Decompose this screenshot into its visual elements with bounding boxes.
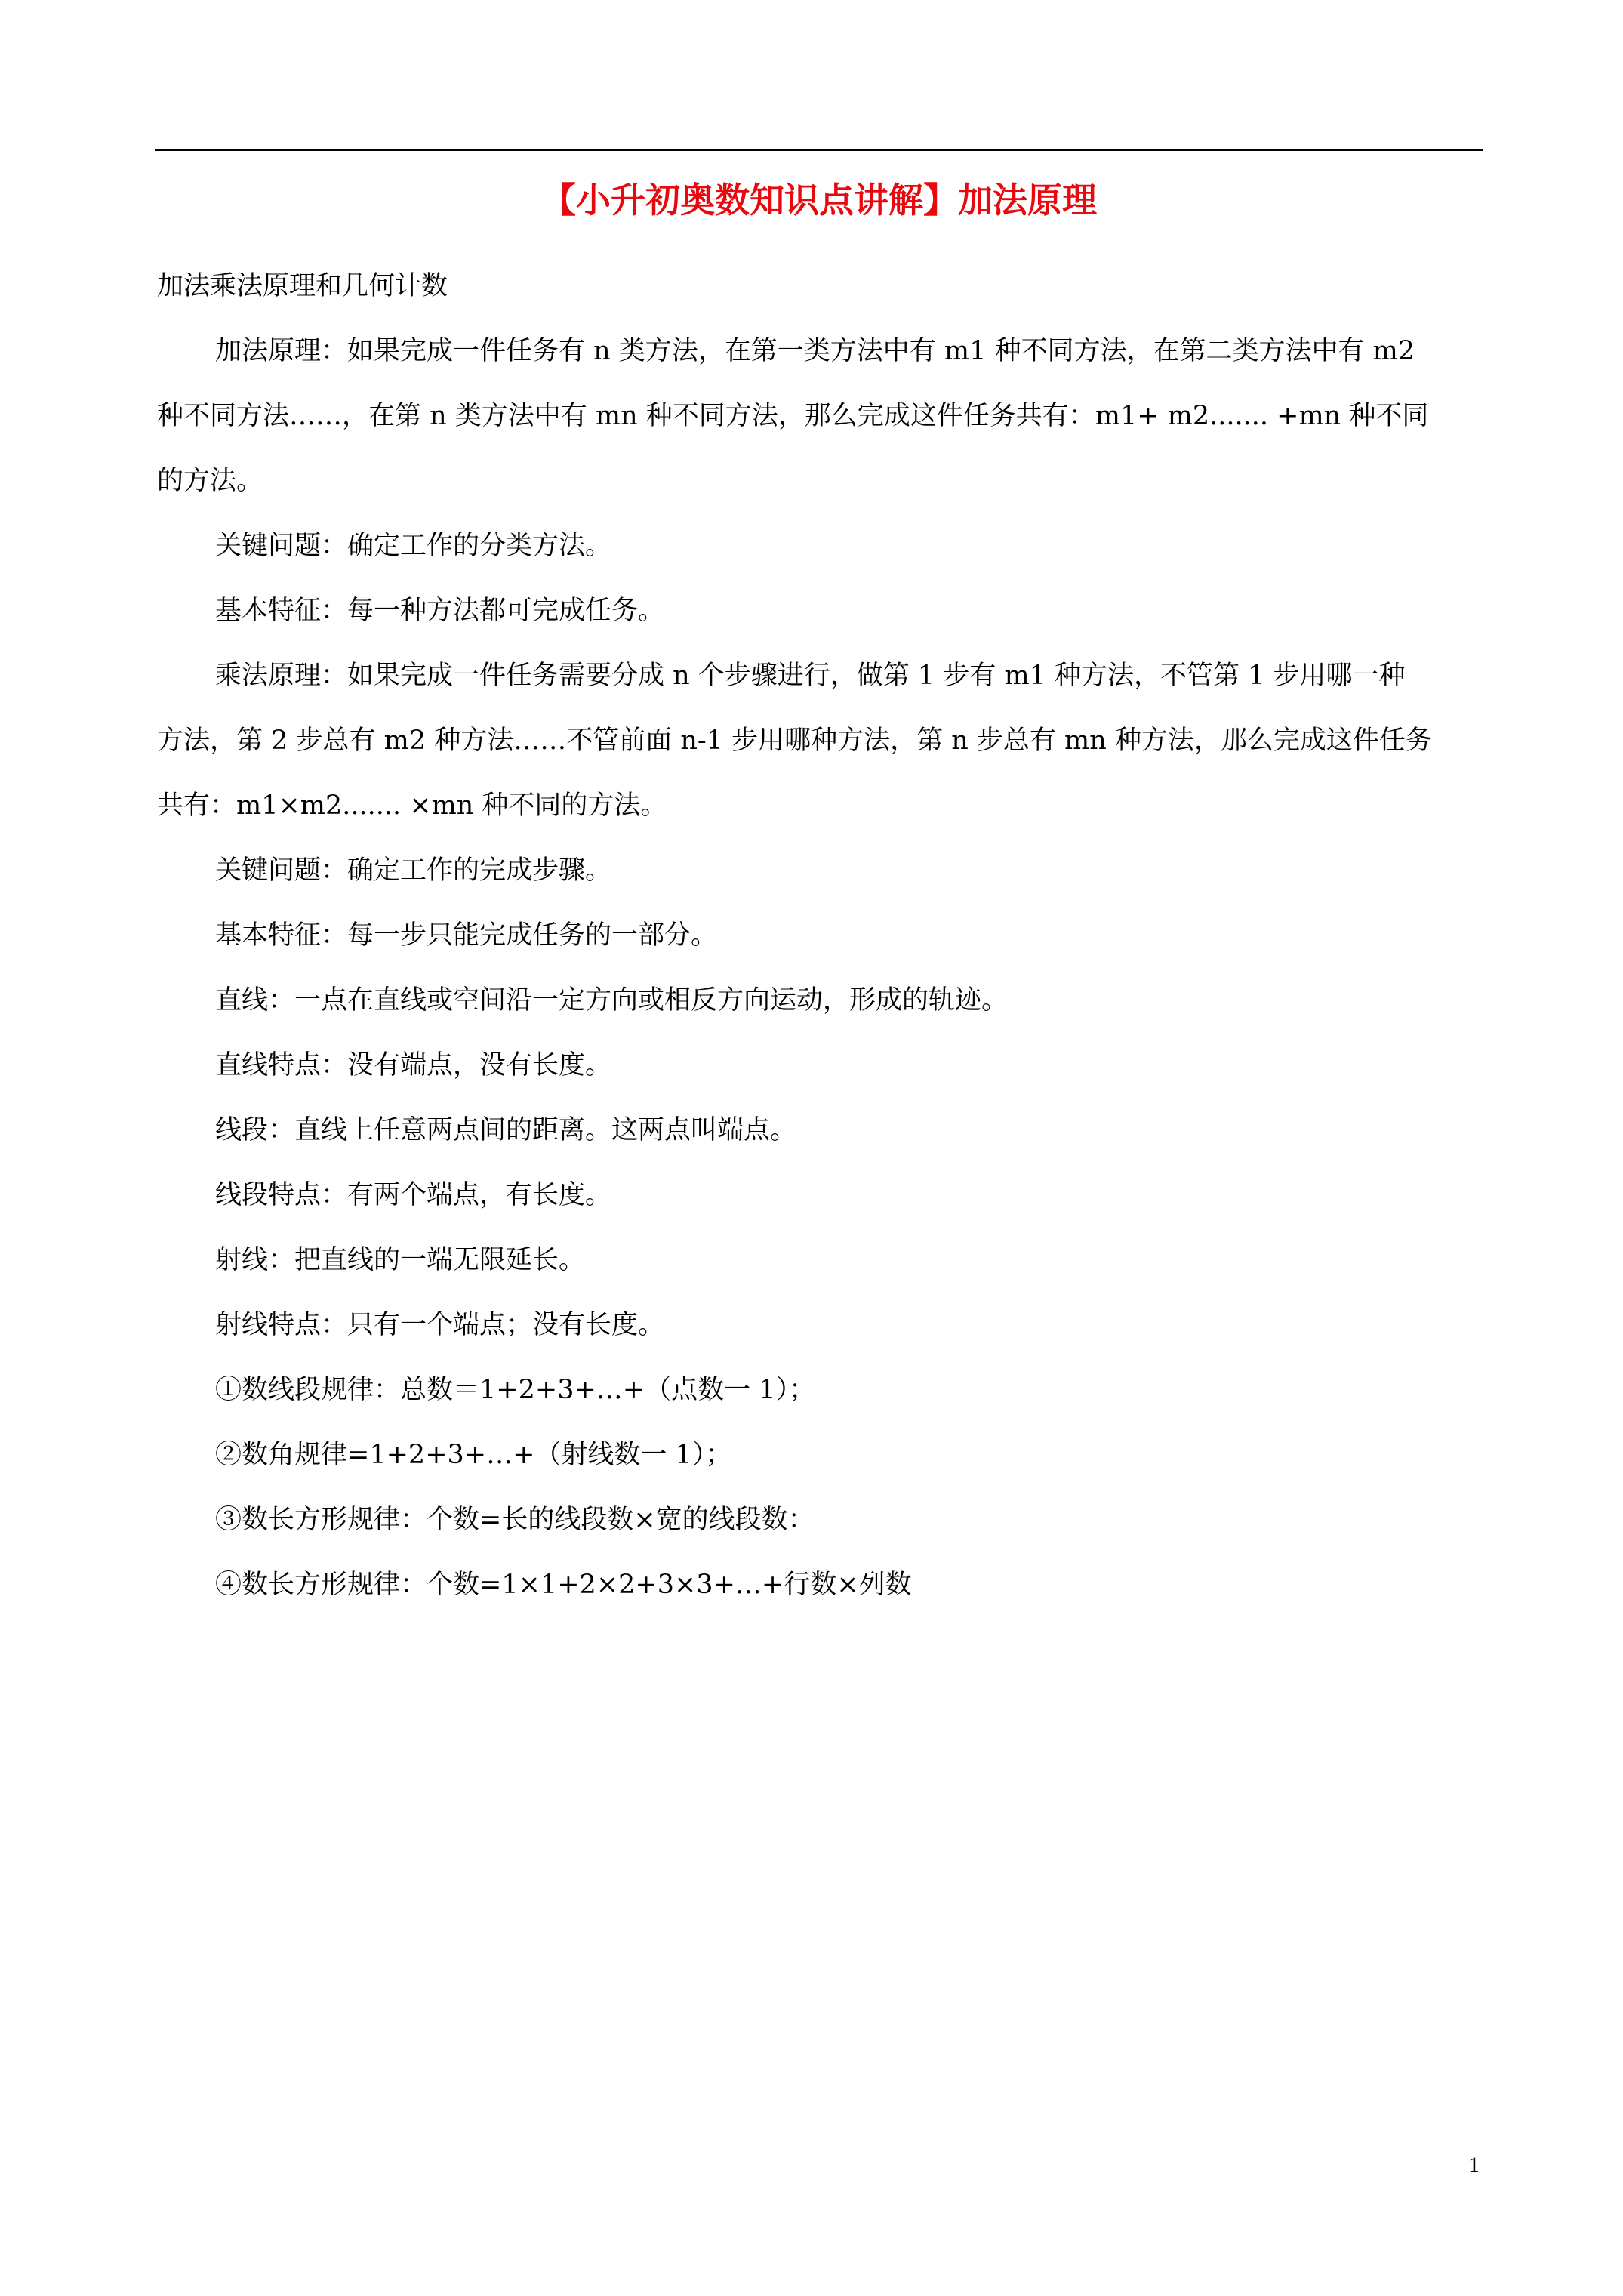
rule-item-3: ③数长方形规律：个数=长的线段数×宽的线段数：	[215, 1505, 815, 1535]
rule-item-1: ①数线段规律：总数＝1+2+3+…+（点数一 1）；	[215, 1375, 816, 1405]
paragraph-line: 射线特点：只有一个端点；没有长度。	[215, 1310, 665, 1340]
paragraph-line: 关键问题：确定工作的分类方法。	[215, 531, 612, 561]
paragraph-line: 线段：直线上任意两点间的距离。这两点叫端点。	[215, 1115, 797, 1145]
header-rule	[155, 149, 1483, 151]
document-body	[157, 254, 1492, 1617]
paragraph-line: 的方法。	[157, 466, 263, 496]
paragraph-line: 直线特点：没有端点，没有长度。	[215, 1050, 612, 1080]
paragraph-line: 加法原理：如果完成一件任务有 n 类方法，在第一类方法中有 m1 种不同方法，在第二类方法中有 m2	[215, 336, 1415, 366]
paragraph-line: 关键问题：确定工作的完成步骤。	[215, 855, 612, 886]
paragraph-line: 射线：把直线的一端无限延长。	[215, 1245, 586, 1275]
paragraph-line: 线段特点：有两个端点，有长度。	[215, 1180, 612, 1210]
rule-item-4: ④数长方形规律：个数=1×1+2×2+3×3+…+行数×列数	[215, 1570, 912, 1600]
paragraph-line: 种不同方法……，在第 n 类方法中有 mn 种不同方法，那么完成这件任务共有：m1+ m2....... +mn 种不同	[157, 401, 1429, 431]
section-heading: 加法乘法原理和几何计数	[157, 271, 448, 301]
paragraph-line: 直线：一点在直线或空间沿一定方向或相反方向运动，形成的轨迹。	[215, 985, 1009, 1015]
page-number: 1	[1468, 2153, 1480, 2177]
paragraph-line: 基本特征：每一步只能完成任务的一部分。	[215, 920, 718, 951]
document-title: 【小升初奥数知识点讲解】加法原理	[541, 180, 1097, 220]
paragraph-line: 乘法原理：如果完成一件任务需要分成 n 个步骤进行，做第 1 步有 m1 种方法，不管第 1 步用哪一种	[215, 661, 1406, 691]
paragraph-line: 方法，第 2 步总有 m2 种方法……不管前面 n-1 步用哪种方法，第 n 步总有 mn 种方法，那么完成这件任务	[157, 726, 1432, 756]
paragraph-line: 共有：m1×m2....... ×mn 种不同的方法。	[157, 791, 667, 821]
rule-item-2: ②数角规律=1+2+3+…+（射线数一 1）；	[215, 1440, 732, 1470]
paragraph-line: 基本特征：每一种方法都可完成任务。	[215, 596, 665, 626]
